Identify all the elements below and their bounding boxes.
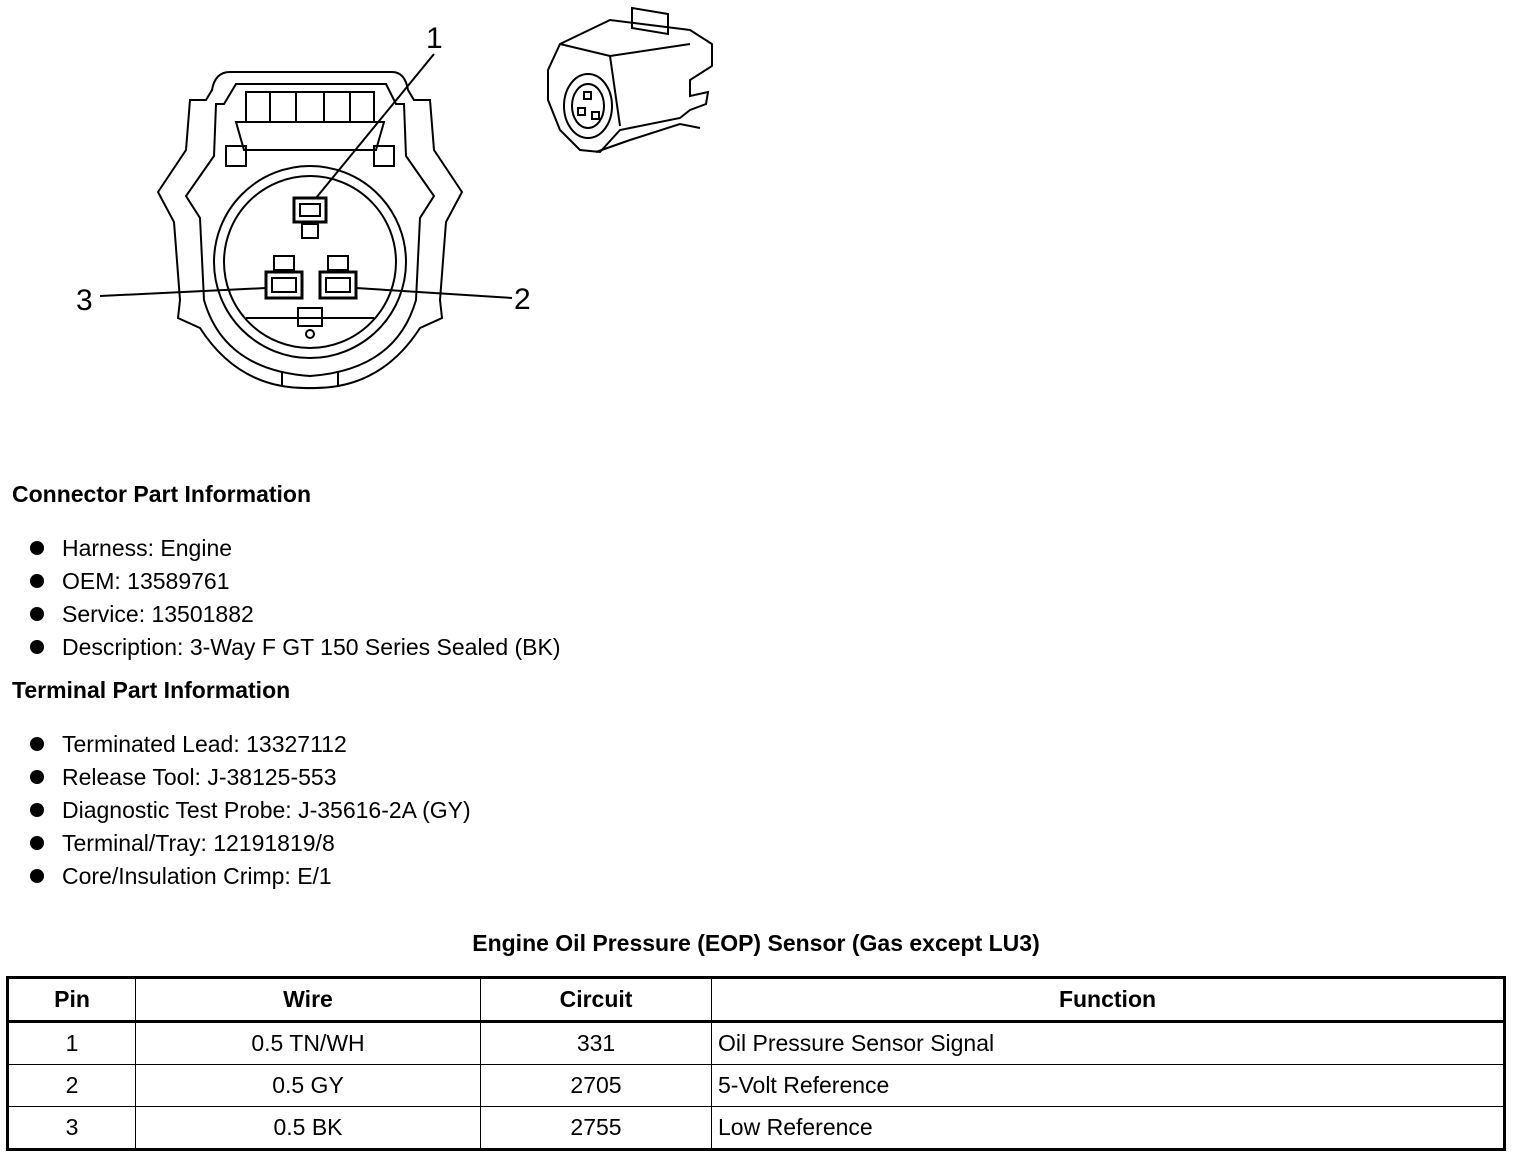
table-row [8, 1065, 1505, 1107]
list-item: Release Tool: J-38125-553 [28, 761, 471, 794]
bullet-icon [30, 803, 44, 817]
connector-iso-view [548, 8, 712, 152]
bullet-icon [30, 607, 44, 621]
bullet-icon [30, 770, 44, 784]
list-item: Service: 13501882 [28, 598, 561, 631]
list-item: Diagnostic Test Probe: J-35616-2A (GY) [28, 794, 471, 827]
terminal-info-list [28, 728, 471, 893]
list-item: OEM: 13589761 [28, 565, 561, 598]
bullet-icon [30, 574, 44, 588]
header-function: Function [712, 978, 1505, 1022]
connector-info-list [28, 532, 561, 664]
connector-info-heading: Connector Part Information [12, 481, 312, 507]
table-row [8, 1107, 1505, 1150]
header-pin: Pin [8, 978, 136, 1022]
pin-3-callout: 3 [76, 284, 93, 317]
cell-circuit: 2705 [481, 1065, 712, 1107]
terminal-info-heading: Terminal Part Information [12, 677, 291, 703]
connector-face-illustration [0, 0, 760, 420]
cell-wire: 0.5 BK [136, 1107, 481, 1150]
cell-circuit: 2755 [481, 1107, 712, 1150]
cell-wire: 0.5 TN/WH [136, 1022, 481, 1065]
list-item: Description: 3-Way F GT 150 Series Sealed (BK) [28, 631, 561, 664]
bullet-icon [30, 836, 44, 850]
cell-pin: 3 [8, 1107, 136, 1150]
pinout-table [6, 976, 1506, 1151]
list-item: Harness: Engine [28, 532, 561, 565]
header-wire: Wire [136, 978, 481, 1022]
list-item: Terminated Lead: 13327112 [28, 728, 471, 761]
cell-pin: 2 [8, 1065, 136, 1107]
pin-2-callout: 2 [514, 283, 531, 316]
bullet-icon [30, 640, 44, 654]
pin-1-callout: 1 [426, 22, 443, 55]
cell-function: Oil Pressure Sensor Signal [712, 1022, 1505, 1065]
cell-pin: 1 [8, 1022, 136, 1065]
table-title: Engine Oil Pressure (EOP) Sensor (Gas except LU3) [472, 930, 1040, 956]
bullet-icon [30, 869, 44, 883]
bullet-icon [30, 541, 44, 555]
list-item: Terminal/Tray: 12191819/8 [28, 827, 471, 860]
list-item: Core/Insulation Crimp: E/1 [28, 860, 471, 893]
bullet-icon [30, 737, 44, 751]
cell-circuit: 331 [481, 1022, 712, 1065]
cell-wire: 0.5 GY [136, 1065, 481, 1107]
table-row [8, 1022, 1505, 1065]
cell-function: 5-Volt Reference [712, 1065, 1505, 1107]
header-circuit: Circuit [481, 978, 712, 1022]
connector-diagram [0, 0, 760, 420]
cell-function: Low Reference [712, 1107, 1505, 1150]
table-header-row [8, 978, 1505, 1022]
